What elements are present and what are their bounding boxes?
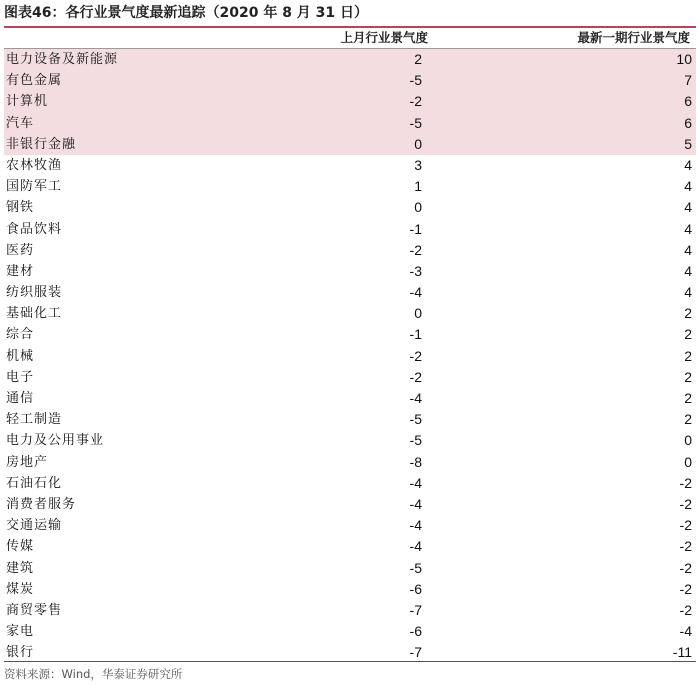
last-month-value: -2: [409, 241, 422, 258]
latest-value: 5: [684, 135, 692, 152]
last-month-value: -2: [409, 347, 422, 364]
last-month-value: -5: [409, 432, 422, 449]
table-row: [4, 388, 696, 409]
industry-name: 国防军工: [6, 179, 63, 195]
table-row: [4, 346, 696, 367]
industry-name: 交通运输: [6, 518, 63, 534]
last-month-value: -6: [409, 623, 422, 640]
last-month-value: -1: [409, 220, 422, 237]
latest-value: 2: [684, 326, 692, 343]
latest-value: 0: [684, 432, 692, 449]
last-month-value: -7: [409, 601, 422, 618]
latest-value: 4: [684, 199, 692, 216]
last-month-value: -4: [409, 474, 422, 491]
header-last-month: 上月行业景气度: [340, 30, 428, 45]
table-row: [4, 473, 696, 494]
latest-value: 4: [684, 241, 692, 258]
latest-value: -4: [679, 623, 692, 640]
table-row: [4, 558, 696, 579]
table-row: [4, 324, 696, 345]
latest-value: -2: [679, 474, 692, 491]
table-row: [4, 494, 696, 515]
latest-value: 6: [684, 93, 692, 110]
latest-value: 2: [684, 411, 692, 428]
industry-name: 房地产: [6, 454, 49, 470]
industry-name: 石油石化: [6, 475, 63, 491]
table-row: [4, 134, 696, 155]
industry-name: 建材: [6, 263, 35, 279]
last-month-value: -4: [409, 495, 422, 512]
latest-value: 2: [684, 390, 692, 406]
latest-value: 4: [684, 156, 692, 173]
last-month-value: 2: [414, 51, 422, 67]
industry-name: 建筑: [6, 560, 35, 576]
industry-name: 有色金属: [6, 73, 63, 89]
last-month-value: -2: [409, 93, 422, 110]
last-month-value: 0: [414, 305, 422, 322]
latest-value: -2: [679, 517, 692, 534]
latest-value: 4: [684, 284, 692, 301]
industry-name: 汽车: [6, 115, 35, 131]
table-row: [4, 197, 696, 218]
last-month-value: -5: [409, 411, 422, 428]
table-row: [4, 261, 696, 282]
table-row: [4, 113, 696, 134]
industry-name: 电子: [6, 369, 35, 385]
table-header: [4, 28, 696, 49]
last-month-value: 0: [414, 199, 422, 216]
industry-name: 电力及公用事业: [6, 433, 105, 449]
industry-name: 食品饮料: [6, 221, 63, 237]
latest-value: -2: [679, 601, 692, 618]
latest-value: -2: [679, 495, 692, 512]
table-row: [4, 240, 696, 261]
table-row: [4, 282, 696, 303]
table-row: [4, 303, 696, 324]
last-month-value: 1: [414, 178, 422, 195]
header-latest: 最新一期行业景气度: [577, 30, 690, 45]
last-month-value: -7: [409, 644, 422, 661]
last-month-value: -3: [409, 262, 422, 279]
table-row: [4, 70, 696, 91]
last-month-value: -6: [409, 580, 422, 597]
latest-value: 4: [684, 220, 692, 237]
figure-title: 图表46：各行业景气度最新追踪（2020 年 8 月 31 日）: [4, 5, 369, 21]
latest-value: -2: [679, 538, 692, 555]
industry-name: 银行: [6, 645, 35, 661]
table-row: [4, 579, 696, 600]
last-month-value: -4: [409, 517, 422, 534]
industry-table: [4, 49, 696, 663]
table-row: [4, 219, 696, 240]
table-row: [4, 367, 696, 388]
table-row: [4, 430, 696, 451]
last-month-value: -8: [409, 453, 422, 470]
last-month-value: -5: [409, 114, 422, 131]
table-row: [4, 176, 696, 197]
latest-value: 0: [684, 453, 692, 470]
industry-name: 通信: [6, 391, 35, 406]
industry-name: 钢铁: [6, 200, 35, 216]
last-month-value: 3: [414, 156, 422, 173]
table-row: [4, 536, 696, 557]
industry-name: 轻工制造: [6, 412, 63, 428]
latest-value: 10: [676, 51, 692, 67]
table-row: [4, 621, 696, 642]
last-month-value: -4: [409, 284, 422, 301]
last-month-value: -5: [409, 559, 422, 576]
industry-name: 消费者服务: [6, 496, 77, 512]
last-month-value: -2: [409, 368, 422, 385]
industry-name: 机械: [6, 348, 35, 364]
latest-value: 4: [684, 262, 692, 279]
last-month-value: -4: [409, 538, 422, 555]
latest-value: 2: [684, 368, 692, 385]
industry-name: 非银行金融: [6, 136, 77, 152]
figure-title-bar: [4, 2, 696, 28]
latest-value: -2: [679, 580, 692, 597]
latest-value: 7: [684, 72, 692, 89]
table-row: [4, 452, 696, 473]
latest-value: 2: [684, 305, 692, 322]
table-row: [4, 515, 696, 536]
last-month-value: 0: [414, 135, 422, 152]
industry-name: 计算机: [6, 94, 49, 110]
industry-name: 家电: [6, 624, 35, 640]
industry-name: 商贸零售: [6, 602, 63, 618]
bottom-rule: [4, 661, 696, 662]
latest-value: 2: [684, 347, 692, 364]
table-row: [4, 409, 696, 430]
source-note: 资料来源：Wind，华泰证券研究所: [4, 667, 183, 681]
table-row: [4, 91, 696, 112]
latest-value: -11: [672, 644, 692, 661]
table-row: [4, 600, 696, 621]
industry-name: 煤炭: [6, 581, 35, 597]
industry-name: 基础化工: [6, 306, 63, 322]
latest-value: 6: [684, 114, 692, 131]
industry-name: 传媒: [6, 539, 35, 555]
table-row: [4, 155, 696, 176]
industry-name: 医药: [6, 242, 35, 258]
last-month-value: -4: [409, 390, 422, 406]
industry-name: 纺织服装: [6, 285, 63, 301]
last-month-value: -1: [409, 326, 422, 343]
industry-name: 农林牧渔: [6, 157, 63, 173]
industry-name: 电力设备及新能源: [6, 52, 119, 67]
table-row: [4, 49, 696, 70]
last-month-value: -5: [409, 72, 422, 89]
industry-name: 综合: [6, 327, 35, 343]
latest-value: 4: [684, 178, 692, 195]
latest-value: -2: [679, 559, 692, 576]
